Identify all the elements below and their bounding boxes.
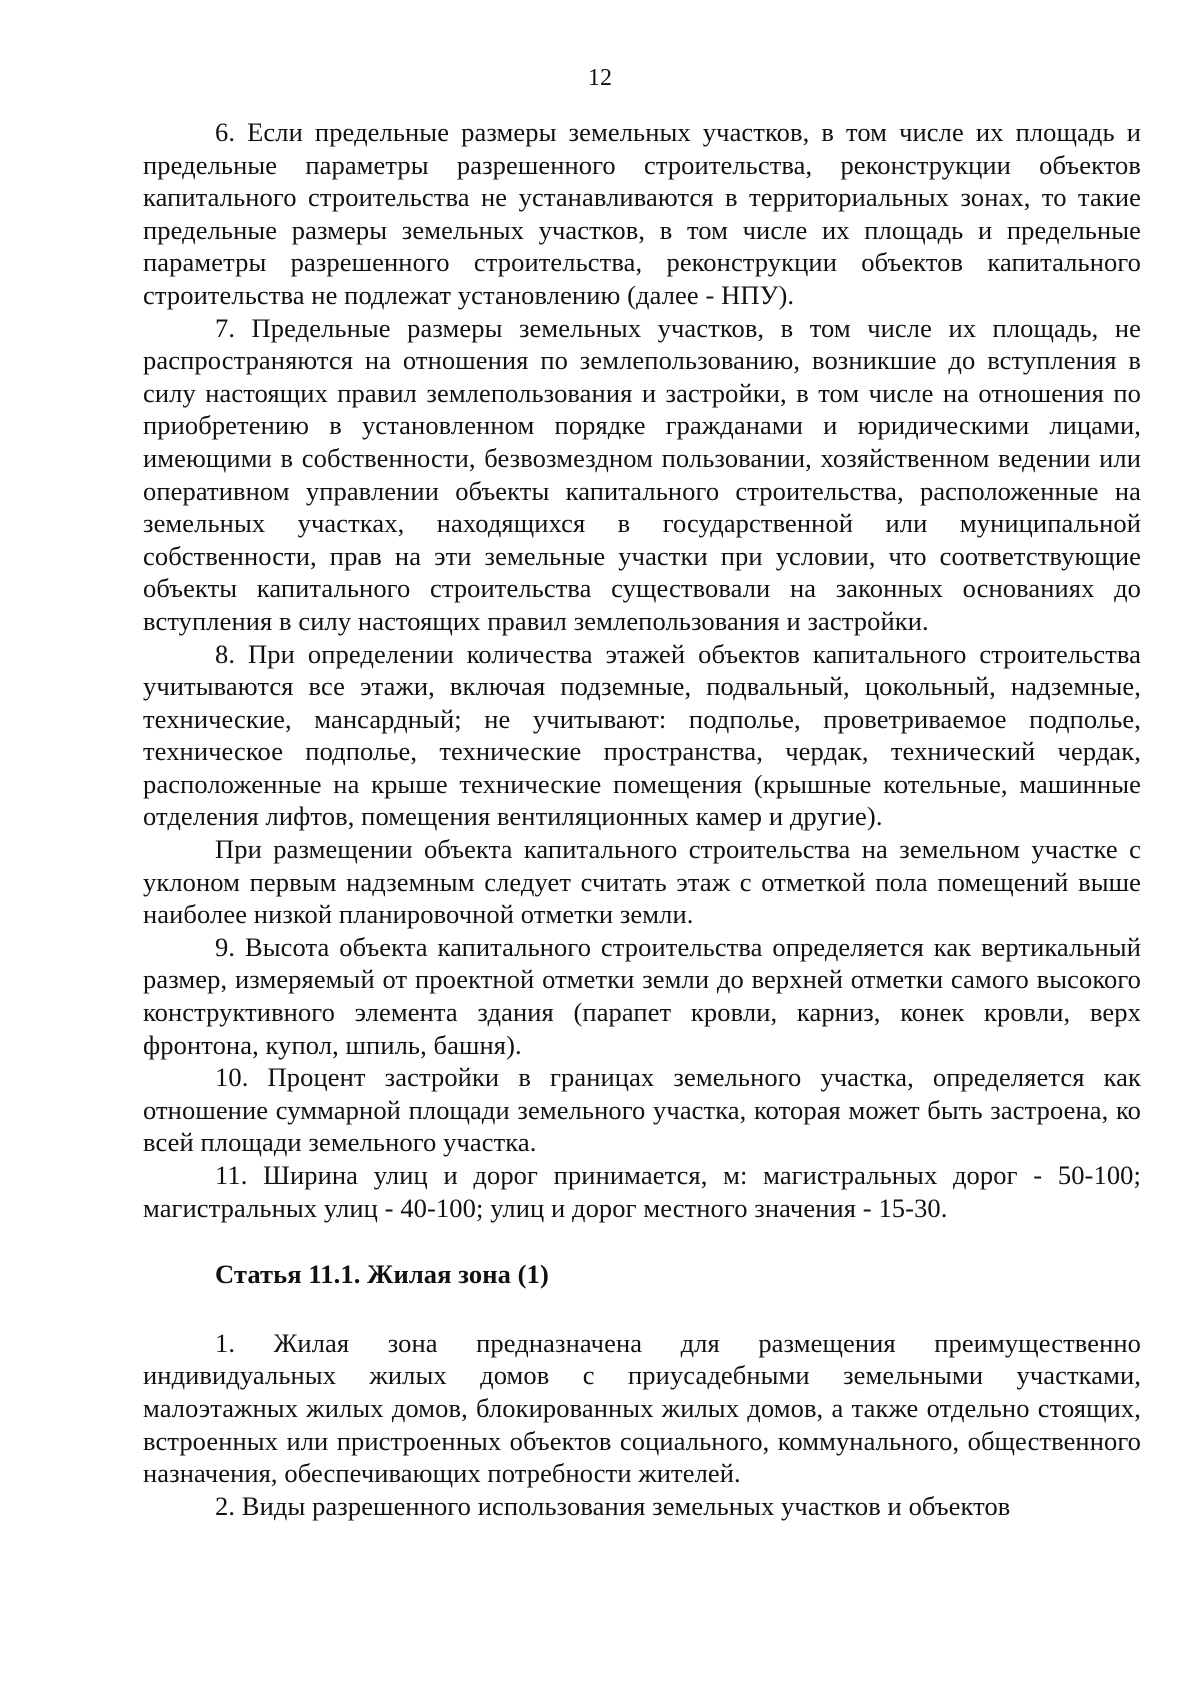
article-paragraph-1-residential-zone: 1. Жилая зона предназначена для размещения преимущественно индивидуальных жилых домов с приусадебными земельными участками, малоэтажных жилых домов, блокированных жилых домов, а также отдельно стоящих, встроенных или пристроенных объектов социального, коммунального, общественного назначения, обеспечивающих потребности жителей.	[143, 1327, 1141, 1489]
article-paragraph-2-permitted-use: 2. Виды разрешенного использования земельных участков и объектов	[215, 1490, 1011, 1521]
paragraph-9-building-height: 9. Высота объекта капитального строительства определяется как вертикальный размер, измеряемый от проектной отметки земли до верхней отметки самого высокого конструктивного элемента здания (парапет кровли, карниз, конек кровли, верх фронтона, купол, шпиль, башня).	[143, 931, 1141, 1060]
page-number: 12	[588, 65, 612, 91]
article-heading: Статья 11.1. Жилая зона (1)	[215, 1259, 549, 1290]
paragraph-10-building-percent: 10. Процент застройки в границах земельного участка, определяется как отношение суммарной площади земельного участка, которая может быть застроена, ко всей площади земельного участка.	[143, 1062, 1141, 1158]
page-content	[143, 116, 1141, 1522]
paragraph-11-street-width: 11. Ширина улиц и дорог принимается, м: магистральных дорог - 50-100; магистральных улиц - 40-100; улиц и дорог местного значения - 15-30.	[143, 1160, 1141, 1223]
paragraph-8-slope-note: При размещении объекта капитального строительства на земельном участке с уклоном первым надземным следует считать этаж с отметкой пола помещений выше наиболее низкой планировочной отметки земли.	[143, 834, 1141, 930]
paragraph-7-limit-sizes-scope: 7. Предельные размеры земельных участков, в том числе их площадь, не распространяются на отношения по землепользованию, возникшие до вступления в силу настоящих правил землепользования и застройки, в том числе на отношения по приобретению в установленном порядке гражданами и юридическими лицами, имеющими в собственности, безвозмездном пользовании, хозяйственном ведении или оперативном управлении объекты капитального строительства, расположенные на земельных участках, находящихся в государственной или муниципальной собственности, прав на эти земельные участки при условии, что соответствующие объекты капитального строительства существовали на законных основаниях до вступления в силу настоящих правил землепользования и застройки.	[143, 312, 1141, 636]
paragraph-6-limit-sizes: 6. Если предельные размеры земельных участков, в том числе их площадь и предельные параметры разрешенного строительства, реконструкции объектов капитального строительства не устанавливаются в территориальных зонах, то такие предельные размеры земельных участков, в том числе их площадь и предельные параметры разрешенного строительства, реконструкции объектов капитального строительства не подлежат установлению (далее - НПУ).	[143, 117, 1141, 310]
paragraph-8-floor-count: 8. При определении количества этажей объектов капитального строительства учитываются все этажи, включая подземные, подвальный, цокольный, надземные, технические, мансардный; не учитывают: подполье, проветриваемое подполье, техническое подполье, технические пространства, чердак, технический чердак, расположенные на крыше технические помещения (крышные котельные, машинные отделения лифтов, помещения вентиляционных камер и другие).	[143, 638, 1141, 832]
